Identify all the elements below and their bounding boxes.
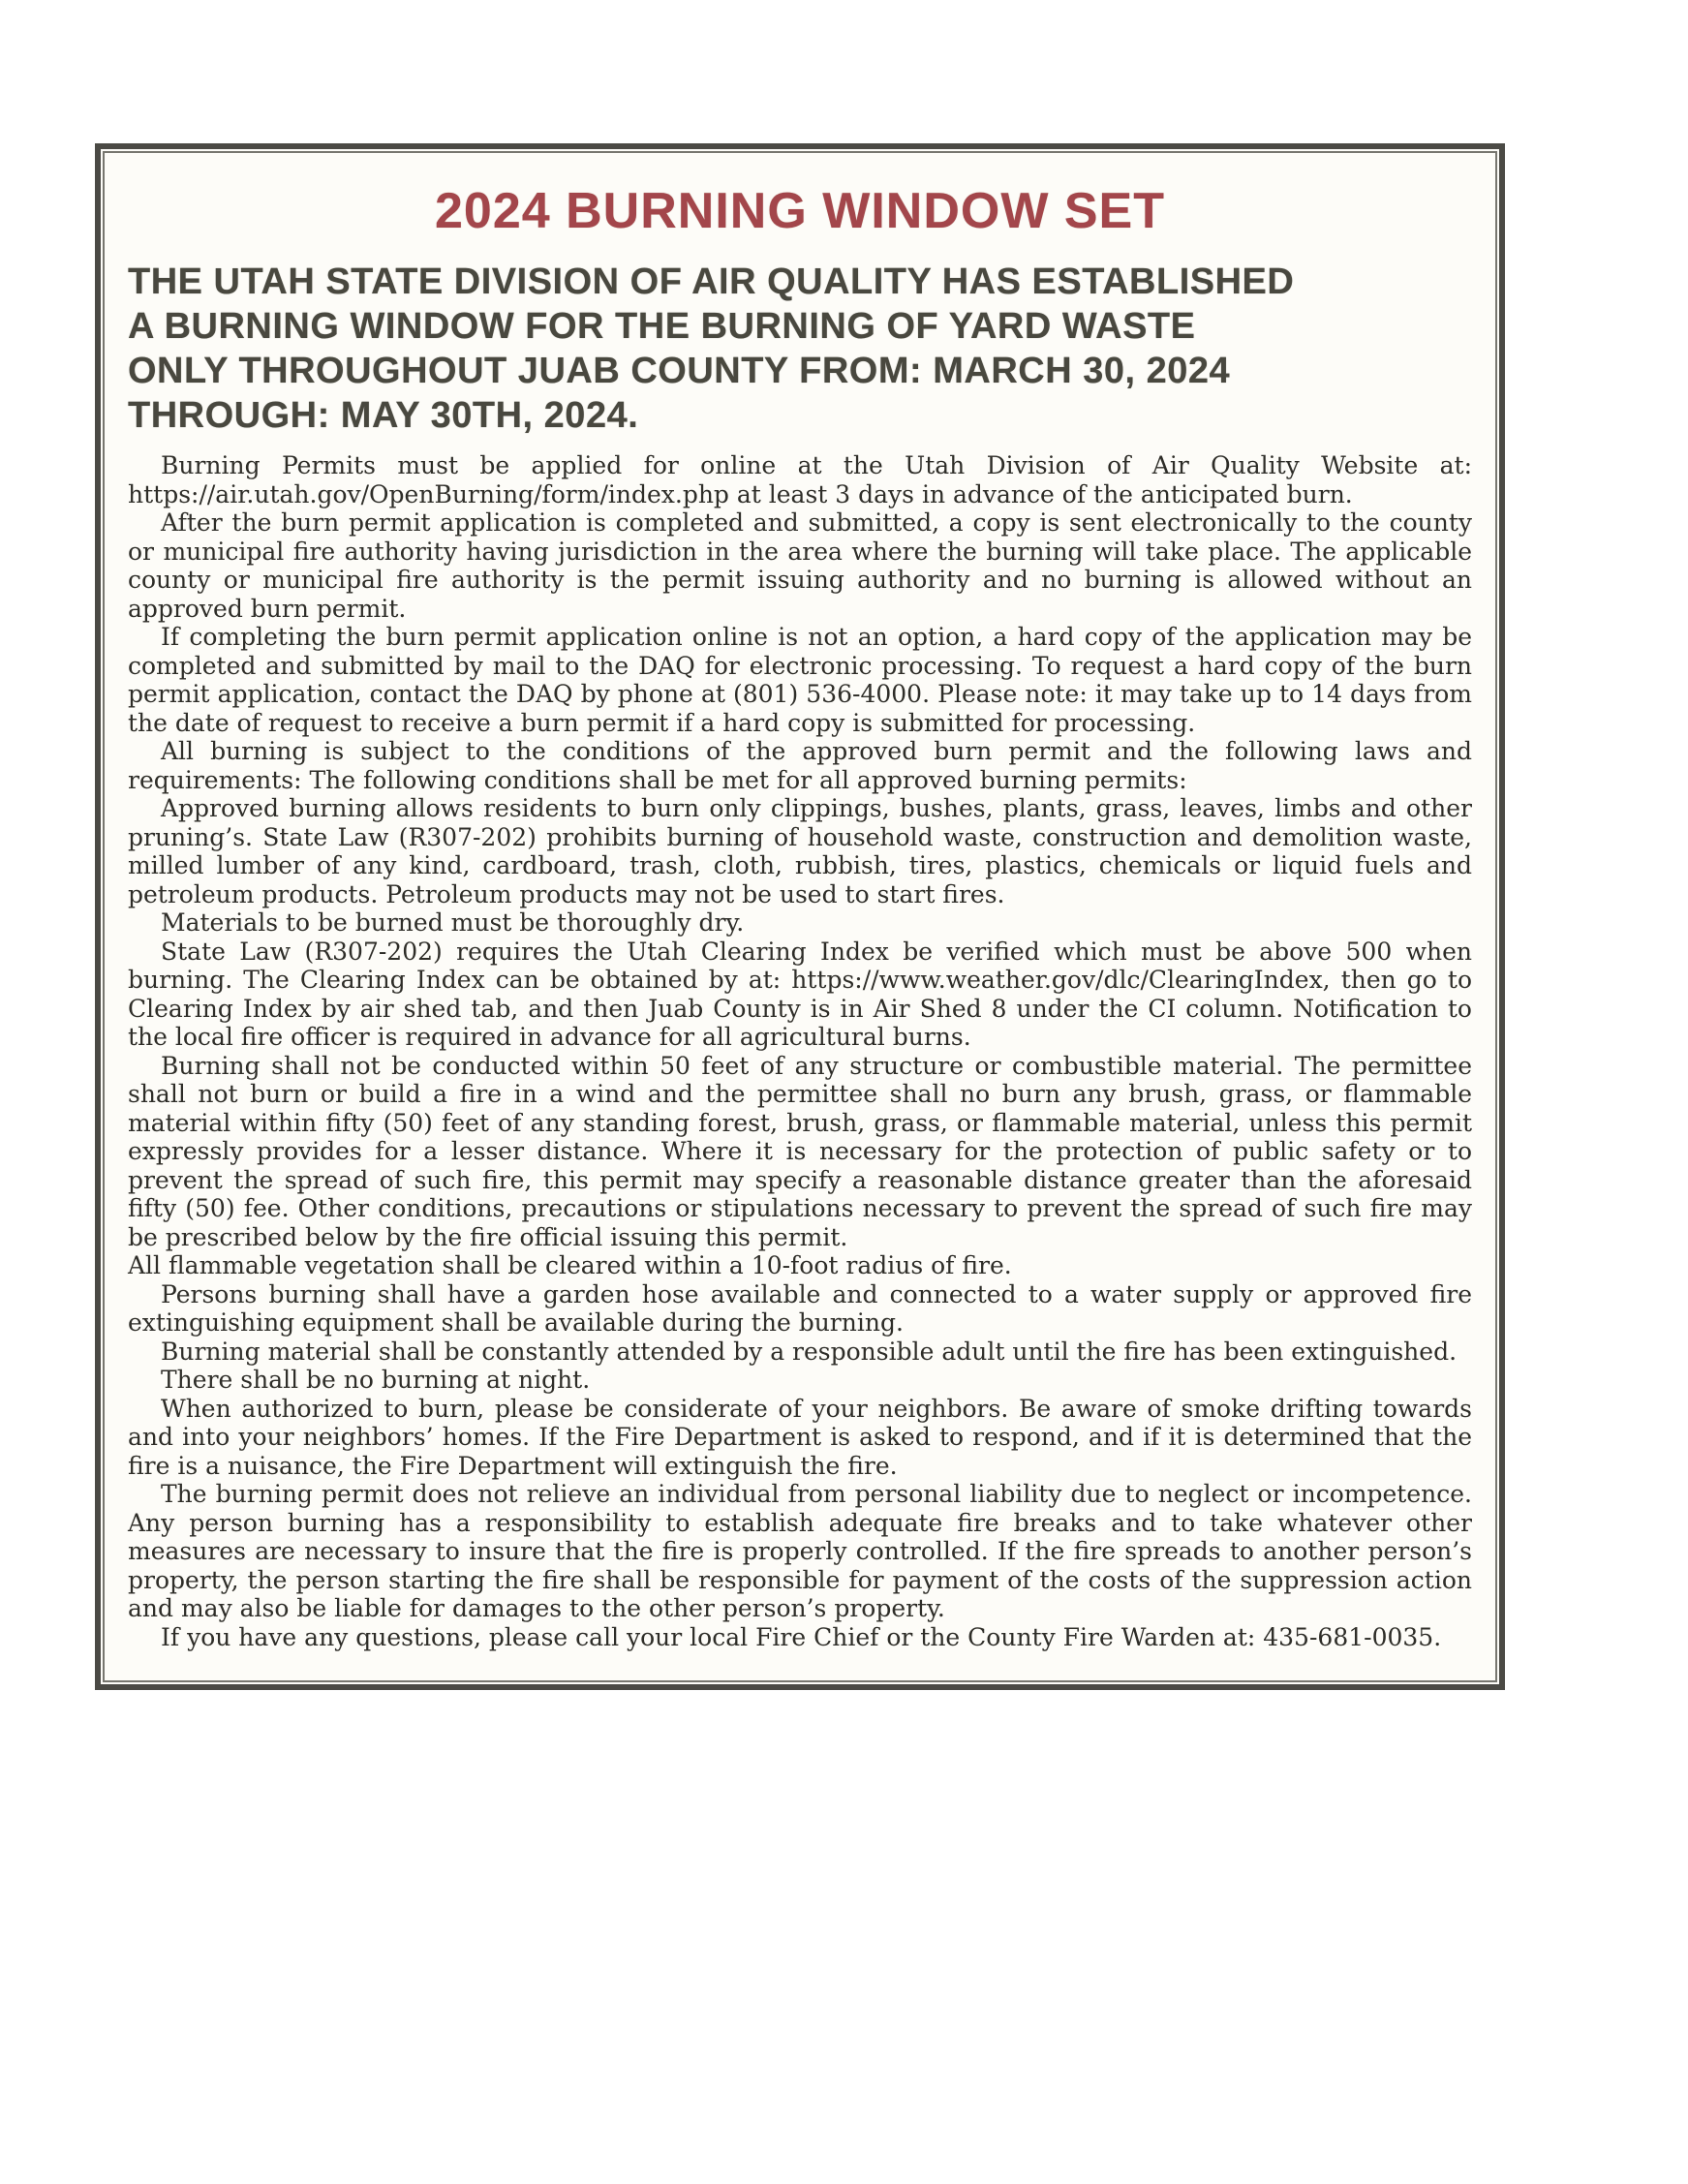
- paragraph: Burning Permits must be applied for online at the Utah Division of Air Quality Website at: https://air.utah.gov/OpenBurning/form/index.php at least 3 days in advance of the anticipated burn.: [128, 451, 1472, 508]
- heading-line-4: THROUGH: MAY 30TH, 2024.: [128, 395, 639, 436]
- paragraph: If you have any questions, please call your local Fire Chief or the County Fire Warden at: 435-681-0035.: [161, 1622, 1442, 1651]
- paragraph: Burning shall not be conducted within 50 feet of any structure or combustible material. The permittee shall not burn or build a fire in a wind and the permittee shall no burn any brush, grass, or flammable material within fifty (50) feet of any standing forest, brush, grass, or flammable material, unless this permit expressly provides for a lesser distance. Where it is necessary for the protection of public safety or to prevent the spread of such fire, this permit may specify a reasonable distance greater than the aforesaid fifty (50) fee. Other conditions, precautions or stipulations necessary to prevent the spread of such fire may be prescribed below by the fire official issuing this permit.: [128, 1051, 1472, 1251]
- notice-box: [95, 143, 1505, 1690]
- heading-line-1: THE UTAH STATE DIVISION OF AIR QUALITY HAS ESTABLISHED: [128, 261, 1295, 302]
- paragraph: When authorized to burn, please be considerate of your neighbors. Be aware of smoke drifting towards and into your neighbors’ homes. If the Fire Department is asked to respond, and if it is determined that the fire is a nuisance, the Fire Department will extinguish the fire.: [128, 1394, 1472, 1480]
- paragraph: Persons burning shall have a garden hose available and connected to a water supply or approved fire extinguishing equipment shall be available during the burning.: [128, 1279, 1472, 1337]
- paragraph: There shall be no burning at night.: [161, 1366, 591, 1394]
- heading-line-3: ONLY THROUGHOUT JUAB COUNTY FROM: MARCH 30, 2024: [128, 351, 1231, 391]
- notice-title: 2024 BURNING WINDOW SET: [435, 183, 1165, 239]
- heading-line-2: A BURNING WINDOW FOR THE BURNING OF YARD WASTE: [128, 306, 1196, 347]
- paragraph: After the burn permit application is completed and submitted, a copy is sent electronically to the county or municipal fire authority having jurisdiction in the area where the burning will take place. The applicable county or municipal fire authority is the permit issuing authority and no burning is allowed without an approved burn permit.: [128, 508, 1472, 623]
- paragraph: Burning material shall be constantly attended by a responsible adult until the fire has been extinguished.: [161, 1337, 1458, 1366]
- paragraph: The burning permit does not relieve an individual from personal liability due to neglect or incompetence. Any person burning has a responsibility to establish adequate fire breaks and to take whatever other measures are necessary to insure that the fire is properly controlled. If the fire spreads to another person’s property, the person starting the fire shall be responsible for payment of the costs of the suppression action and may also be liable for damages to the other person’s property.: [128, 1480, 1472, 1622]
- paragraph: If completing the burn permit application online is not an option, a hard copy of the application may be completed and submitted by mail to the DAQ for electronic processing. To request a hard copy of the burn permit application, contact the DAQ by phone at (801) 536-4000. Please note: it may take up to 14 days from the date of request to receive a burn permit if a hard copy is submitted for processing.: [128, 623, 1472, 737]
- paragraph: Approved burning allows residents to burn only clippings, bushes, plants, grass, leaves, limbs and other pruning’s. State Law (R307-202) prohibits burning of household waste, construction and demolition waste, milled lumber of any kind, cardboard, trash, cloth, rubbish, tires, plastics, chemicals or liquid fuels and petroleum products. Petroleum products may not be used to start fires.: [128, 794, 1472, 908]
- paragraph: All burning is subject to the conditions of the approved burn permit and the following laws and requirements: The following conditions shall be met for all approved burning permits:: [128, 737, 1472, 794]
- notice-body: [128, 451, 1472, 1651]
- paragraph: All flammable vegetation shall be cleared within a 10-foot radius of fire.: [128, 1251, 1012, 1279]
- paragraph: Materials to be burned must be thoroughly dry.: [161, 908, 745, 937]
- notice-heading: [128, 260, 1472, 438]
- paragraph: State Law (R307-202) requires the Utah Clearing Index be verified which must be above 500 when burning. The Clearing Index can be obtained by at: https://www.weather.gov/dlc/ClearingIndex, then go to Clearing Index by air shed tab, and then Juab County is in Air Shed 8 under the CI column. Notification to the local fire officer is required in advance for all agricultural burns.: [128, 937, 1472, 1051]
